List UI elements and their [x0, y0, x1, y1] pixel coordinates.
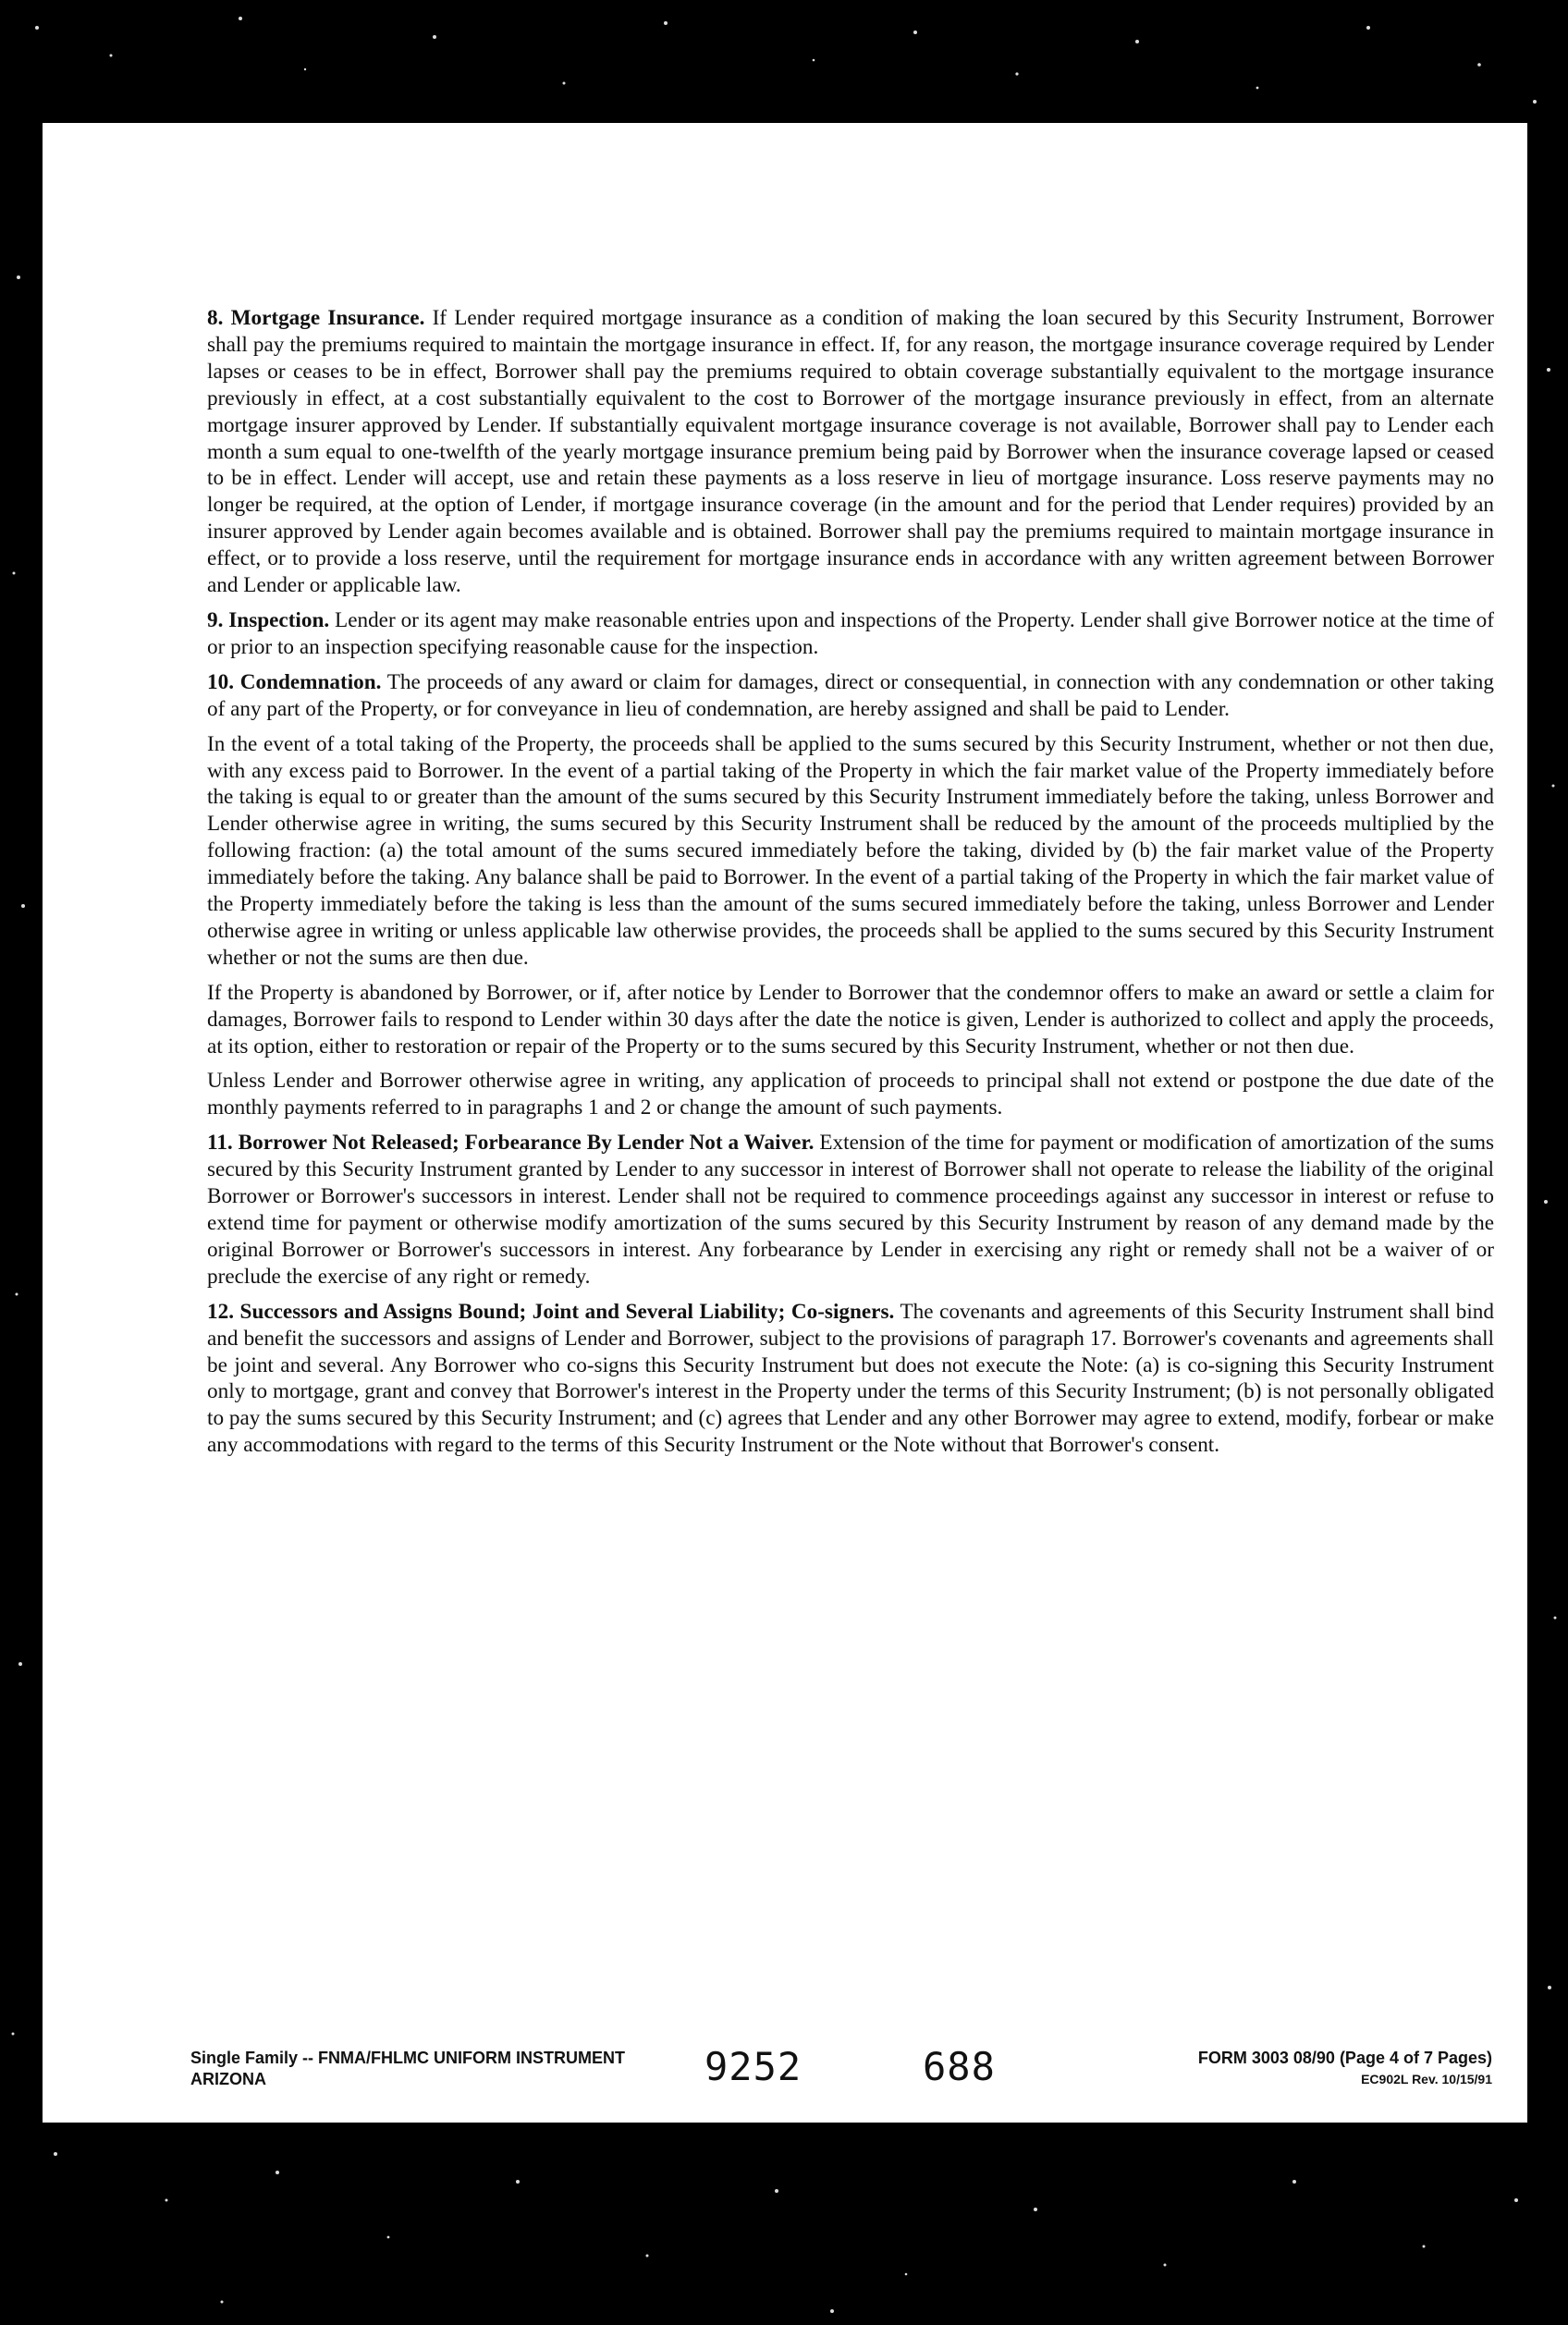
document-page	[43, 123, 1527, 2123]
paragraph-text: The covenants and agreements of this Security Instrument shall bind and benefit the successors and assigns of Lender and Borrower, subject to the provisions of paragraph 17. Borrower's covenants and agreements shall be joint and several. Any Borrower who co-signs this Security Instrument but does not execute the Note: (a) is co-signing this Security Instrument only to mortgage, grant and convey that Borrower's interest in the Property under the terms of this Security Instrument; (b) is not personally obligated to pay the sums secured by this Security Instrument; and (c) agrees that Lender and any other Borrower may agree to extend, modify, forbear or make any accommodations with regard to the terms of this Security Instrument or the Note without that Borrower's consent.	[207, 1299, 1494, 1458]
paragraph-heading: 12. Successors and Assigns Bound; Joint and Several Liability; Co-signers.	[207, 1299, 895, 1324]
footer-revision: EC902L Rev. 10/15/91	[1361, 2072, 1492, 2086]
footer-form-info	[1074, 2048, 1492, 2090]
paragraph-heading: 11. Borrower Not Released; Forbearance By Lender Not a Waiver.	[207, 1131, 815, 1156]
footer-state: ARIZONA	[190, 2070, 266, 2088]
paragraph-12-successors-assigns	[207, 1299, 1494, 1459]
paragraph-text: The proceeds of any award or claim for damages, direct or consequential, in connection with any condemnation or other taking of any part of the Property, or for conveyance in lieu of condemnation, are hereby assigned and shall be paid to Lender.	[207, 669, 1494, 721]
paragraph-9-inspection	[207, 607, 1494, 661]
paragraph-11-forbearance	[207, 1130, 1494, 1290]
paragraph-heading: 10. Condemnation.	[207, 669, 382, 694]
footer-instrument-type: Single Family -- FNMA/FHLMC UNIFORM INSTRUMENT	[190, 2049, 625, 2067]
recording-stamp-page: 688	[923, 2044, 996, 2089]
recording-stamp-book: 9252	[704, 2044, 802, 2089]
paragraph-total-taking	[207, 731, 1494, 972]
paragraph-text: In the event of a total taking of the Property, the proceeds shall be applied to the sums secured by this Security Instrument, whether or not then due, with any excess paid to Borrower. In the event of a partial taking of the Property in which the fair market value of the Property immediately before the taking is equal to or greater than the amount of the sums secured by this Security Instrument immediately before the taking, unless Borrower and Lender otherwise agree in writing, the sums secured by this Security Instrument shall be reduced by the amount of the proceeds multiplied by the following fraction: (a) the total amount of the sums secured immediately before the taking, divided by (b) the fair market value of the Property immediately before the taking. Any balance shall be paid to Borrower. In the event of a partial taking of the Property in which the fair market value of the Property immediately before the taking is less than the amount of the sums secured immediately before the taking, unless Borrower and Lender otherwise agree in writing or unless applicable law otherwise provides, the proceeds shall be applied to the sums secured by this Security Instrument whether or not the sums are then due.	[207, 731, 1494, 970]
paragraph-8-mortgage-insurance	[207, 305, 1494, 599]
document-body	[207, 305, 1494, 1467]
paragraph-heading: 9. Inspection.	[207, 607, 330, 632]
paragraph-abandoned-property	[207, 980, 1494, 1060]
footer-form-number: FORM 3003 08/90 (Page 4 of 7 Pages)	[1197, 2049, 1492, 2067]
paragraph-heading: 8. Mortgage Insurance.	[207, 306, 425, 330]
footer-instrument-label	[190, 2048, 625, 2090]
paragraph-application-of-proceeds	[207, 1068, 1494, 1121]
paragraph-10-condemnation	[207, 669, 1494, 723]
paragraph-text: Lender or its agent may make reasonable entries upon and inspections of the Property. Lender shall give Borrower notice at the time of or prior to an inspection specifying reasonable cause for the inspection.	[207, 607, 1495, 659]
paragraph-text: If the Property is abandoned by Borrower, or if, after notice by Lender to Borrower that the condemnor offers to make an award or settle a claim for damages, Borrower fails to respond to Lender within 30 days after the date the notice is given, Lender is authorized to collect and apply the proceeds, at its option, either to restoration or repair of the Property or to the sums secured by this Security Instrument, whether or not then due.	[207, 980, 1494, 1058]
paragraph-text: Unless Lender and Borrower otherwise agree in writing, any application of proceeds to principal shall not extend or postpone the due date of the monthly payments referred to in paragraphs 1 and 2 or change the amount of such payments.	[207, 1069, 1494, 1120]
paragraph-text: If Lender required mortgage insurance as a condition of making the loan secured by this Security Instrument, Borrower shall pay the premiums required to maintain the mortgage insurance in effect. If, for any reason, the mortgage insurance coverage required by Lender lapses or ceases to be in effect, Borrower shall pay the premiums required to obtain coverage substantially equivalent to the mortgage insurance previously in effect, at a cost substantially equivalent to the cost to Borrower of the mortgage insurance previously in effect, from an alternate mortgage insurer approved by Lender. If substantially equivalent mortgage insurance coverage is not available, Borrower shall pay to Lender each month a sum equal to one-twelfth of the yearly mortgage insurance premium being paid by Borrower when the insurance coverage lapsed or ceased to be in effect. Lender will accept, use and retain these payments as a loss reserve in lieu of mortgage insurance. Loss reserve payments may no longer be required, at the option of Lender, if mortgage insurance coverage (in the amount and for the period that Lender requires) provided by an insurer approved by Lender again becomes available and is obtained. Borrower shall pay the premiums required to maintain mortgage insurance in effect, or to provide a loss reserve, until the requirement for mortgage insurance ends in accordance with any written agreement between Borrower and Lender or applicable law.	[207, 306, 1494, 598]
paragraph-text: Extension of the time for payment or modification of amortization of the sums secured by this Security Instrument granted by Lender to any successor in interest of Borrower shall not operate to release the liability of the original Borrower or Borrower's successors in interest. Lender shall not be required to commence proceedings against any successor in interest or refuse to extend time for payment or otherwise modify amortization of the sums secured by this Security Instrument by reason of any demand made by the original Borrower or Borrower's successors in interest. Any forbearance by Lender in exercising any right or remedy shall not be a waiver of or preclude the exercise of any right or remedy.	[207, 1131, 1495, 1289]
